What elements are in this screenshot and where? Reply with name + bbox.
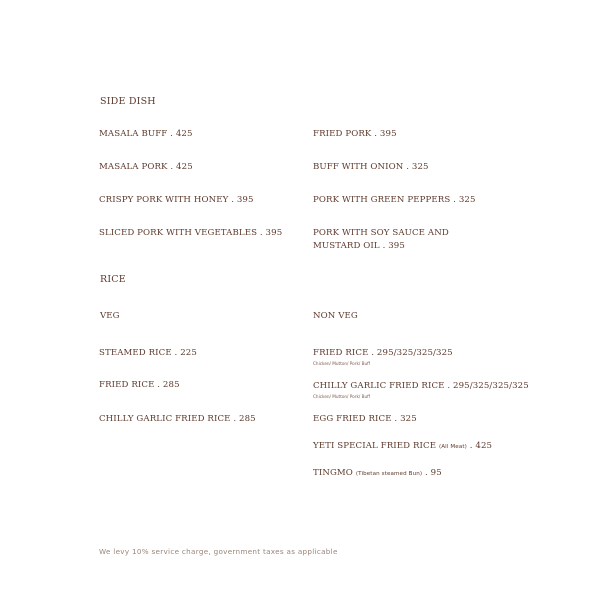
menu-item-yeti-special-fried-rice	[313, 441, 492, 451]
menu-item-tingmo	[313, 468, 442, 478]
side-dish-heading: SIDE DISH	[100, 96, 156, 107]
menu-item-fried-pork: FRIED PORK . 395	[313, 129, 397, 139]
menu-item-note: (All Meat)	[438, 444, 467, 450]
menu-item-masala-pork: MASALA PORK . 425	[99, 162, 193, 172]
service-charge-note: We levy 10% service charge, government taxes as applicable	[99, 547, 338, 556]
menu-item-nonveg-fried-rice: FRIED RICE . 295/325/325/325	[313, 348, 453, 358]
menu-item-masala-buff: MASALA BUFF . 425	[99, 129, 193, 139]
menu-item-nonveg-fried-rice-options: Chicken/ Mutton/ Pork/ Buff	[313, 361, 371, 366]
menu-item-nonveg-chilly-garlic-fried-rice: CHILLY GARLIC FRIED RICE . 295/325/325/325	[313, 381, 529, 391]
menu-item-name: YETI SPECIAL FRIED RICE	[313, 441, 437, 451]
menu-item-nonveg-chilly-garlic-options: Chicken/ Mutton/ Pork/ Buff	[313, 394, 371, 399]
menu-item-pork-soy-sauce-line2: MUSTARD OIL . 395	[313, 241, 405, 251]
menu-item-sliced-pork-vegetables: SLICED PORK WITH VEGETABLES . 395	[99, 228, 283, 238]
menu-item-crispy-pork-honey: CRISPY PORK WITH HONEY . 395	[99, 195, 254, 205]
menu-item-veg-fried-rice: FRIED RICE . 285	[99, 380, 180, 390]
menu-item-name: TINGMO	[313, 468, 353, 478]
menu-item-pork-soy-sauce-line1: PORK WITH SOY SAUCE AND	[313, 228, 449, 238]
menu-item-steamed-rice: STEAMED RICE . 225	[99, 348, 197, 358]
menu-item-egg-fried-rice: EGG FRIED RICE . 325	[313, 414, 417, 424]
menu-item-buff-with-onion: BUFF WITH ONION . 325	[313, 162, 429, 172]
veg-heading: VEG	[100, 311, 120, 321]
rice-heading: RICE	[100, 274, 126, 285]
menu-item-pork-green-peppers: PORK WITH GREEN PEPPERS . 325	[313, 195, 476, 205]
menu-item-price: . 95	[422, 468, 442, 478]
menu-item-note: (Tibetan steamed Bun)	[355, 471, 423, 477]
menu-item-price: . 425	[466, 441, 493, 451]
menu-item-veg-chilly-garlic-fried-rice: CHILLY GARLIC FRIED RICE . 285	[99, 414, 256, 424]
non-veg-heading: NON VEG	[313, 311, 358, 321]
